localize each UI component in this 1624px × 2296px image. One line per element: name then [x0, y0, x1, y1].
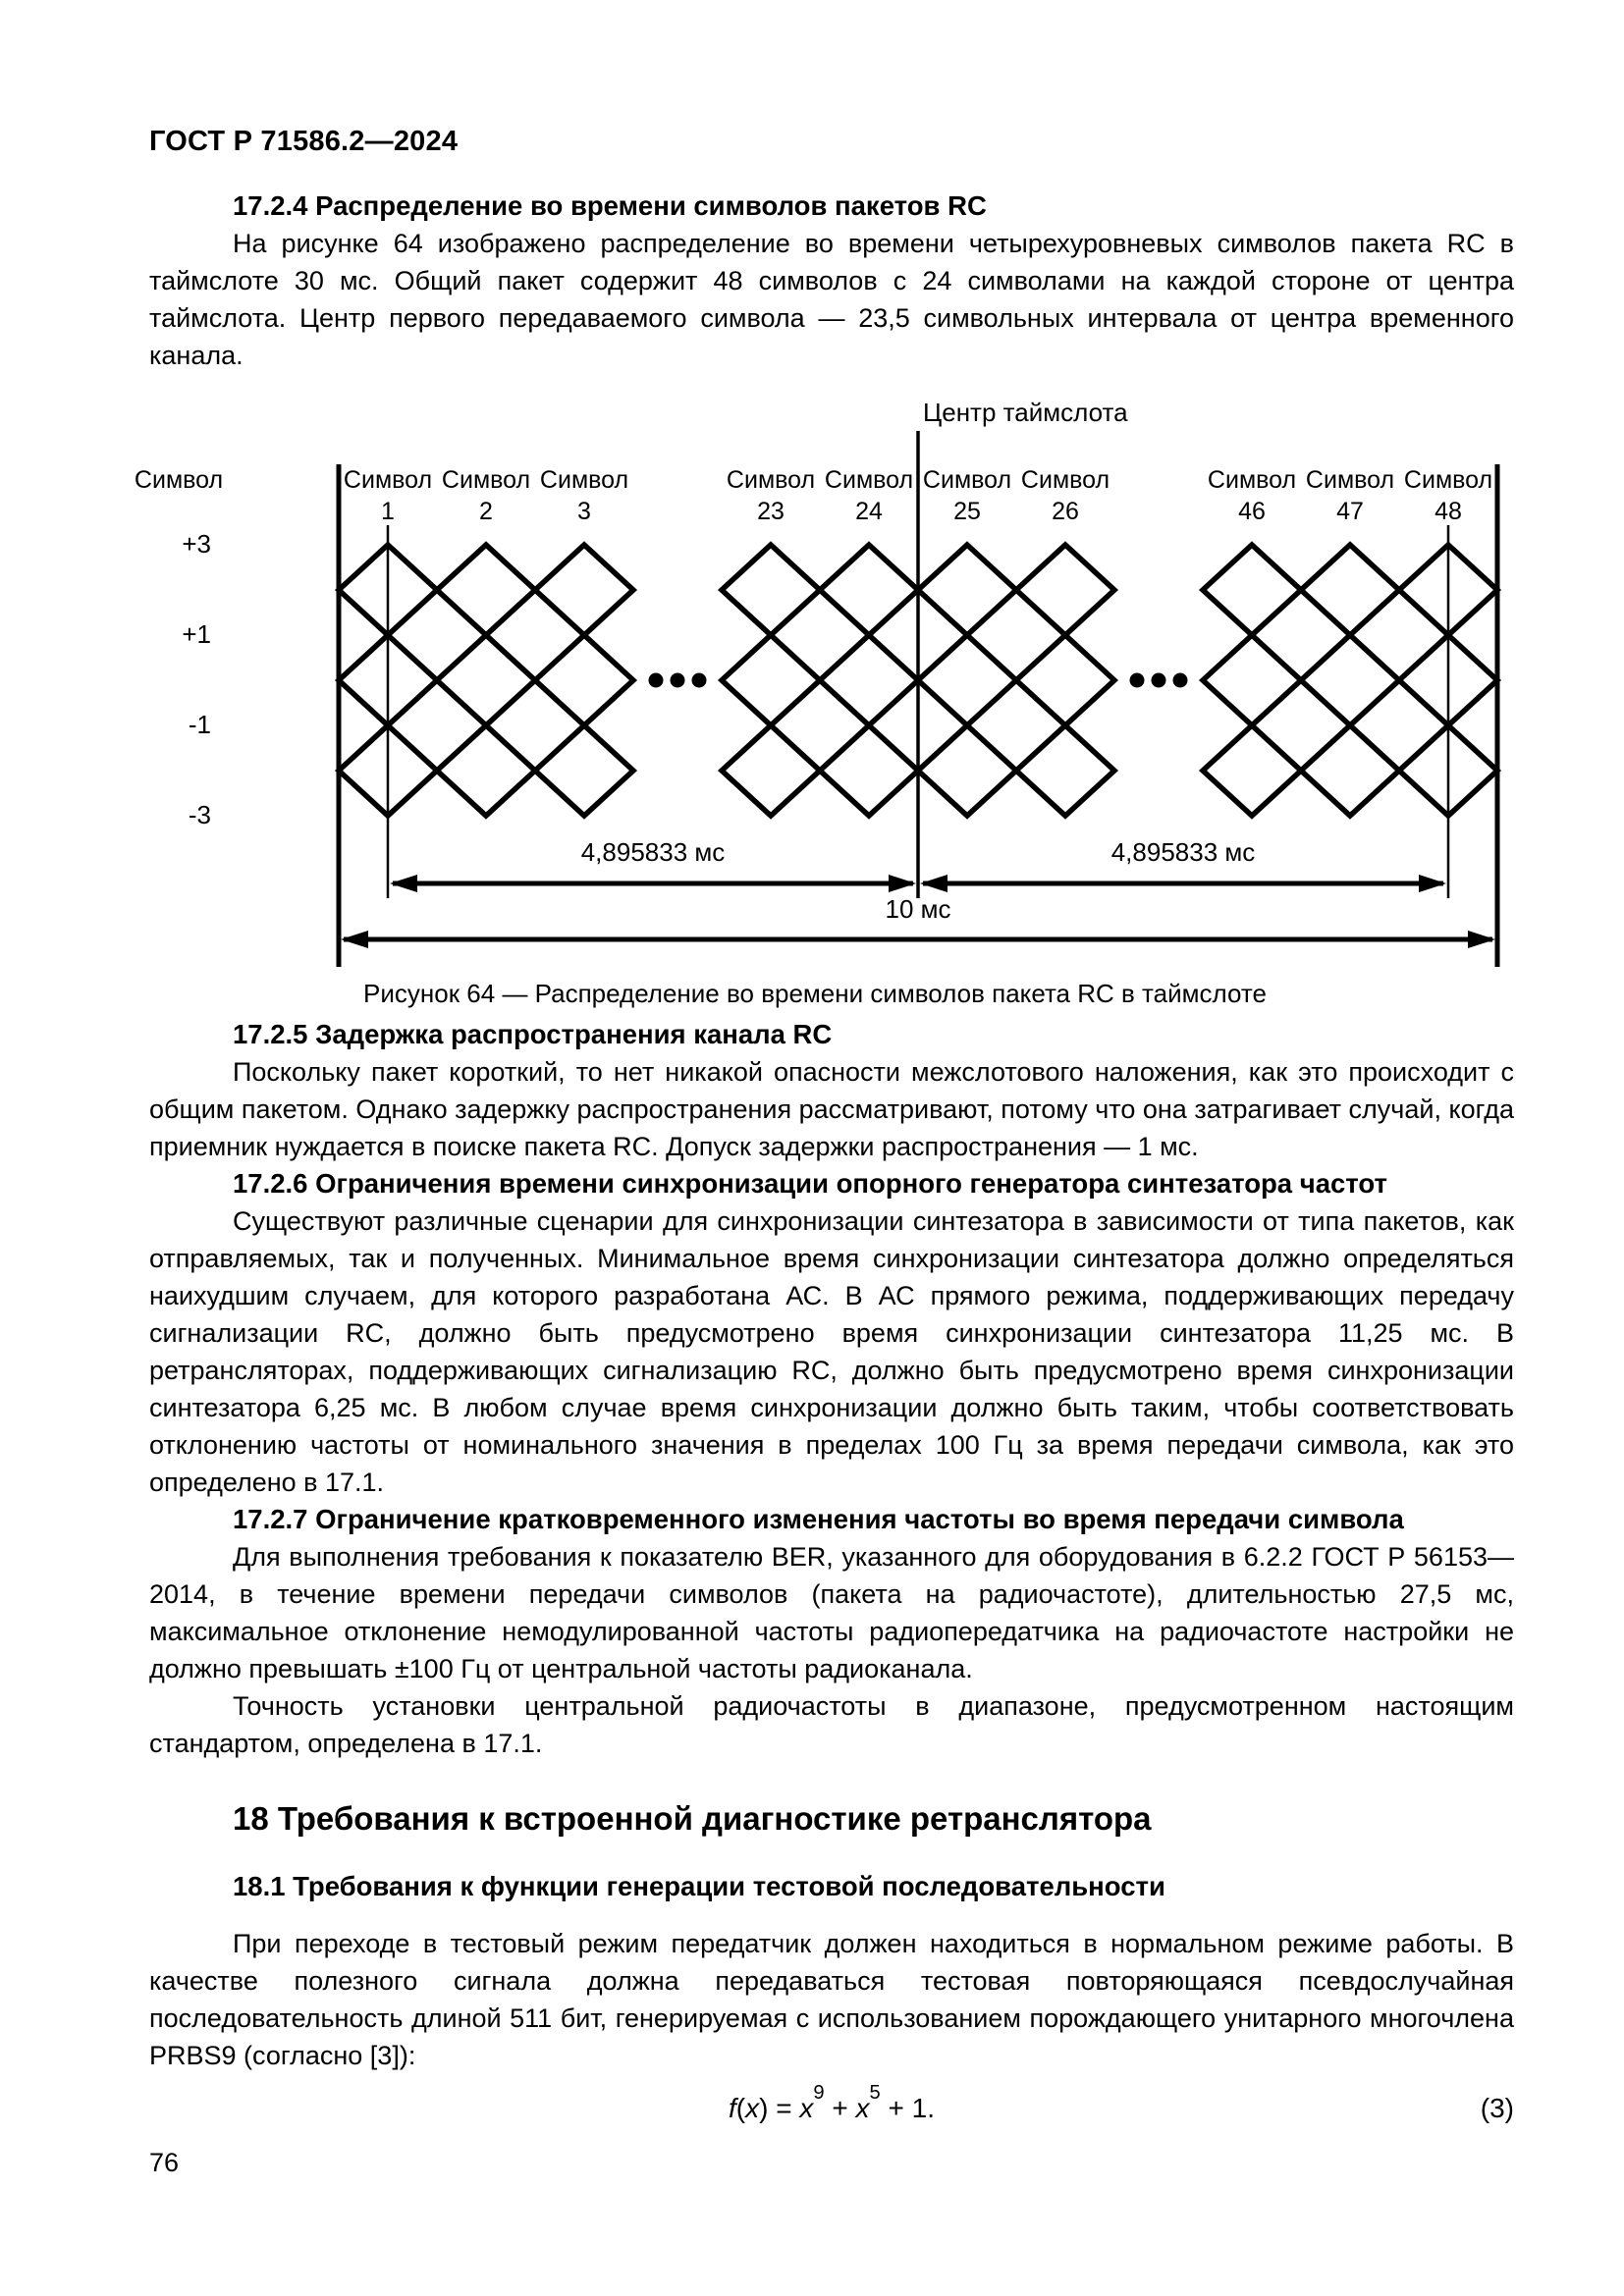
symbol-25-title: Символ [922, 466, 1012, 494]
figure-64 [118, 388, 1514, 977]
exponent-5: 5 [869, 2081, 881, 2104]
symbol-2-title: Символ [441, 466, 531, 494]
symbol-24-num: 24 [855, 498, 883, 525]
symbol-26-num: 26 [1052, 498, 1079, 525]
level-minus1-label: -1 [188, 710, 211, 739]
symbol-24-lattice [820, 545, 918, 816]
dimension-left-arrow-start [390, 875, 417, 892]
ellipsis-right-dots [1130, 673, 1188, 688]
symbol-23-lattice [722, 545, 820, 816]
symbol-24-title: Символ [824, 466, 914, 494]
heading-17-2-6: 17.2.6 Ограничения времени синхронизации опорного генератора синтезатора частот [233, 1168, 1387, 1199]
symbol-47-title: Символ [1305, 466, 1395, 494]
timeslot-center-label: Центр таймслота [923, 398, 1128, 427]
heading-17-2-5: 17.2.5 Задержка распространения канала RC [233, 1019, 833, 1049]
symbol-47-lattice [1301, 545, 1399, 816]
dimension-left-arrow-end [889, 875, 916, 892]
symbol-23-num: 23 [757, 498, 785, 525]
symbol-46-title: Символ [1207, 466, 1297, 494]
symbol-25-lattice [918, 545, 1016, 816]
level-minus3-label: -3 [188, 800, 211, 829]
heading-18: 18 Требования к встроенной диагностике ретранслятора [233, 1800, 1152, 1837]
dimension-total-label: 10 мс [885, 894, 951, 924]
level-plus1-label: +1 [182, 619, 211, 649]
symbol-23-title: Символ [726, 466, 816, 494]
prbs9-polynomial-formula: $f(x) = x^9 + x^5 + 1$. [729, 2081, 935, 2123]
figure-64-caption: Рисунок 64 — Распределение во времени символов пакета RC в таймслоте [363, 979, 1267, 1008]
symbol-46-num: 46 [1238, 498, 1266, 525]
symbol-46-lattice [1203, 545, 1301, 816]
symbol-2-num: 2 [479, 498, 493, 525]
dimension-total-arrow-start [341, 931, 368, 948]
paragraph-17-2-6: Существуют различные сценарии для синхронизации синтезатора в зависимости от типа пакетов, как отправляемых, так и полученных. Минимальное время синхронизации синтезатора должно определяться наихудшим случаем, для которого разработана АС. В АС прямого режима, поддерживающих передачу сигнализации RC, должно быть предусмотрено время синхронизации синтезатора 11,25 мс. В ретрансляторах, поддерживающих сигнализацию RC, должно быть предусмотрено время синхронизации синтезатора 6,25 мс. В любом случае время синхронизации должно быть таким, чтобы соответствовать отклонению частоты от номинального значения в пределах 100 Гц за время передачи символа, как это определено в 17.1. [149, 1206, 1514, 1497]
heading-17-2-4: 17.2.4 Распределение во времени символов пакетов RC [233, 190, 987, 221]
symbol-1-num: 1 [381, 498, 395, 525]
dimension-left-label: 4,895833 мс [580, 837, 726, 867]
symbol-26-title: Символ [1020, 466, 1110, 494]
symbol-3-lattice [535, 545, 633, 816]
dimension-total-arrow-end [1468, 931, 1495, 948]
paragraph-17-2-5: Поскольку пакет короткий, то нет никакой опасности межслотового наложения, как это происходит с общим пакетом. Однако задержку распространения рассматривают, потому что она затрагивает случай, когда приемник нуждается в поиске пакета RC. Допуск задержки распространения — 1 мс. [149, 1057, 1514, 1161]
standard-code-header: ГОСТ Р 71586.2—2024 [149, 126, 459, 157]
ellipsis-left-dots [649, 673, 707, 688]
symbol-48-title: Символ [1403, 466, 1493, 494]
dimension-right-arrow-end [1419, 875, 1446, 892]
paragraph-17-2-7-b: Точность установки центральной радиочастоты в диапазоне, предусмотренном настоящим стандартом, определена в 17.1. [149, 1691, 1514, 1758]
axis-symbol-label: Символ [134, 466, 224, 494]
heading-17-2-7: 17.2.7 Ограничение кратковременного изменения частоты во время передачи символа [233, 1504, 1404, 1534]
paragraph-17-2-7-a: Для выполнения требования к показателю BER, указанного для оборудования в 6.2.2 ГОСТ Р 56153—2014, в течение времени передачи символов (пакета на радиочастоте), длительностью 27,5 мс, максимальное отклонение немодулированной частоты радиопередатчика на радиочастоте настройки не должно превышать ±100 Гц от центральной частоты радиоканала. [149, 1542, 1514, 1683]
symbol-26-lattice [1016, 545, 1114, 816]
level-plus3-label: +3 [182, 529, 211, 559]
dimension-right-label: 4,895833 мс [1110, 837, 1256, 867]
symbol-1-title: Символ [343, 466, 433, 494]
equation-number: (3) [1480, 2093, 1514, 2123]
symbol-2-lattice [437, 545, 535, 816]
symbol-47-num: 47 [1336, 498, 1364, 525]
dimension-right-arrow-start [920, 875, 947, 892]
symbol-48-num: 48 [1435, 498, 1462, 525]
paragraph-18-1: При переходе в тестовый режим передатчик должен находиться в нормальном режиме работы. В качестве полезного сигнала должна передаваться тестовая повторяющаяся псевдослучайная последовательность длиной 511 бит, генерируемая с использованием порождающего унитарного многочлена PRBS9 (согласно [3]): [149, 1929, 1514, 2070]
figure-64-diagram [118, 388, 1512, 977]
equation-3-row [149, 2081, 1514, 2129]
exponent-9: 9 [813, 2081, 825, 2104]
page-number: 76 [149, 2148, 180, 2177]
paragraph-17-2-4: На рисунке 64 изображено распределение во времени четырехуровневых символов пакета RC в таймслоте 30 мс. Общий пакет содержит 48 символов с 24 символами на каждой стороне от центра таймслота. Центр первого передаваемого символа — 23,5 символьных интервала от центра временного канала. [149, 229, 1514, 370]
symbol-25-num: 25 [953, 498, 981, 525]
heading-18-1: 18.1 Требования к функции генерации тестовой последовательности [233, 1871, 1165, 1901]
symbol-3-title: Символ [539, 466, 629, 494]
symbol-3-num: 3 [577, 498, 591, 525]
